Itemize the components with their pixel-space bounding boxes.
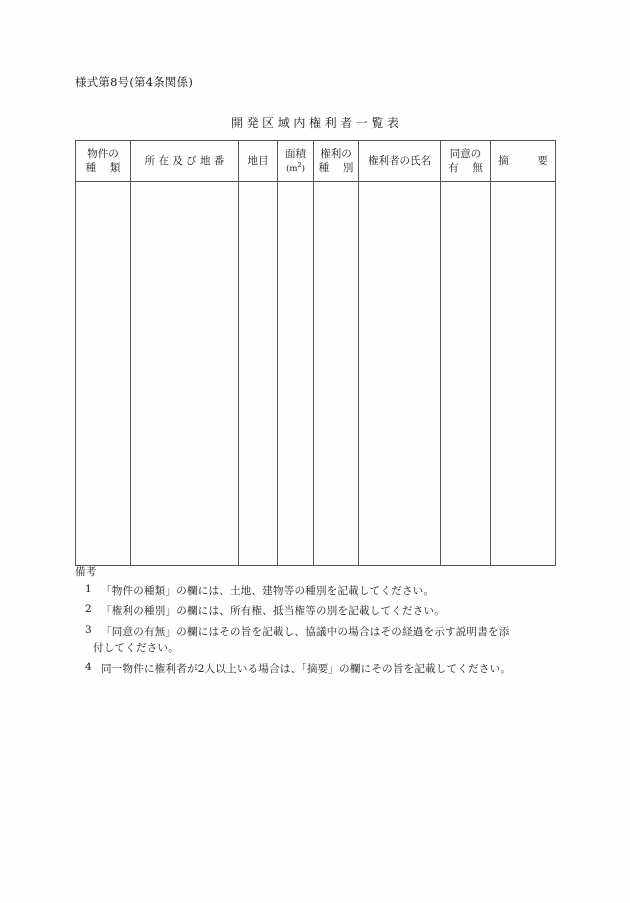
column-header-line1: 権利者の氏名 xyxy=(368,154,431,167)
cell-holder-name[interactable] xyxy=(359,182,441,566)
note-text: 同一物件に権利者が2人以上いる場合は、「摘要」の欄にその旨を記載してください。 xyxy=(101,662,512,675)
cell-property-kind[interactable] xyxy=(76,182,131,566)
table-header-row xyxy=(76,141,556,182)
note-text: 「同意の有無」の欄にはその旨を記載し、協議中の場合はその経過を示す説明書を添 xyxy=(101,626,510,638)
cell-consent[interactable] xyxy=(441,182,491,566)
note-item xyxy=(75,584,570,600)
cell-remarks[interactable] xyxy=(491,182,556,566)
column-header-line1: 面積 xyxy=(285,147,306,160)
form-number: 様式第8号(第4条関係) xyxy=(75,75,194,89)
notes-section xyxy=(75,567,570,682)
note-item xyxy=(75,662,570,678)
column-header-line1: 物件の xyxy=(87,147,119,160)
column-header-remarks xyxy=(491,141,556,182)
page-title: 開発区域内権利者一覧表 xyxy=(230,116,403,130)
note-number: 4 xyxy=(85,660,92,673)
note-text-continuation: 付してください。 xyxy=(93,641,179,654)
column-header-line1: 権利の xyxy=(320,147,352,160)
note-text: 「権利の種別」の欄には、所有権、抵当権等の別を記載してください。 xyxy=(101,605,445,618)
column-header-consent xyxy=(441,141,491,182)
column-header-land-category xyxy=(239,141,278,182)
table-row xyxy=(76,182,556,566)
column-header-line1: 同意の xyxy=(449,147,482,160)
cell-location-lot[interactable] xyxy=(131,182,239,566)
column-header-area-unit: $(m^2)$ xyxy=(286,160,305,174)
cell-area[interactable] xyxy=(278,182,314,566)
note-number: 1 xyxy=(85,582,92,595)
note-text-wrapper xyxy=(93,625,570,657)
note-item xyxy=(75,625,570,657)
column-header-line1: 所 在 及 び 地 番 xyxy=(144,154,225,167)
column-header-right-type xyxy=(314,141,359,182)
cell-right-type[interactable] xyxy=(314,182,359,566)
column-header-line1: 摘 要 xyxy=(498,154,551,167)
column-header-line1: 地目 xyxy=(247,154,269,167)
note-number: 3 xyxy=(85,624,92,636)
column-header-location-lot xyxy=(131,141,239,182)
column-header-property-kind xyxy=(76,141,131,182)
column-header-line2: 有 無 xyxy=(448,162,485,174)
note-number: 2 xyxy=(85,603,92,616)
column-header-area xyxy=(278,141,314,182)
note-item xyxy=(75,604,570,620)
column-header-line2: 種 類 xyxy=(85,162,122,174)
notes-heading: 備考 xyxy=(75,566,97,578)
rights-holders-table xyxy=(75,140,556,566)
column-header-holder-name xyxy=(359,141,441,182)
cell-land-category[interactable] xyxy=(239,182,278,566)
column-header-line2: 種 別 xyxy=(318,162,355,174)
note-text: 「物件の種類」の欄には、土地、建物等の種別を記載してください。 xyxy=(101,584,435,597)
